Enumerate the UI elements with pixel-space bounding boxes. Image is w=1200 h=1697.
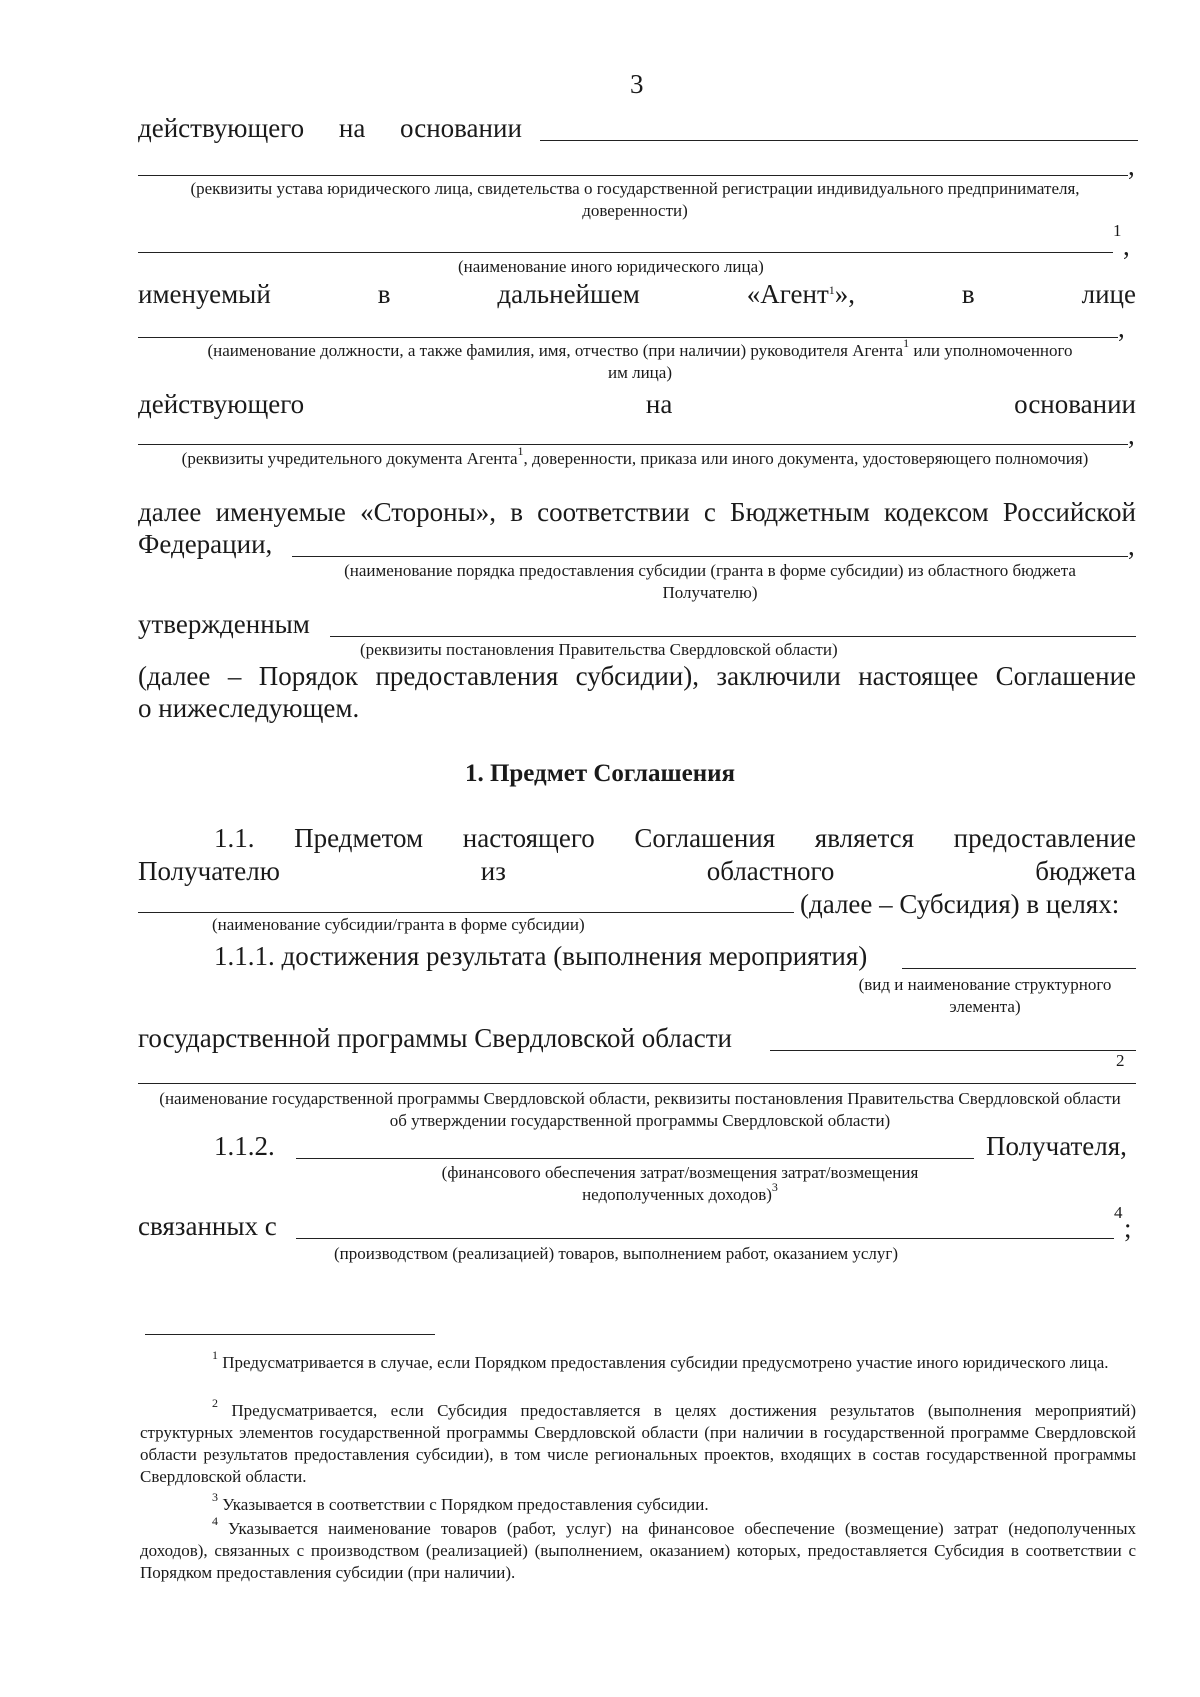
agent-row xyxy=(138,278,1136,310)
federation-text: Федерации, xyxy=(138,529,273,559)
note-head-position xyxy=(200,336,1080,384)
footnote-ref-1: 1 xyxy=(1113,221,1122,240)
comma: , xyxy=(1123,231,1130,261)
item-1-1-word-4: бюджета xyxy=(1035,856,1136,886)
item-1-1-1: 1.1.1. достижения результата (выполнения мероприятия) xyxy=(214,941,868,971)
acting-word-1: действующего xyxy=(138,389,305,419)
item-1-1-word-2: из xyxy=(480,856,506,886)
note-head-a: (наименование должности, а также фамилия, имя, отчество (при наличии) руководителя Агента xyxy=(207,341,904,360)
note-agent-sup: 1 xyxy=(517,444,524,458)
note-agent-b: , доверенности, приказа или иного документа, удостоверяющего полномочия) xyxy=(523,449,1089,468)
note-agent-docs xyxy=(140,444,1130,470)
footnote-2-text: Предусматривается, если Субсидия предоставляется в целях достижения результатов (выполнения мероприятий) структурных элементов государственной программы Свердловской области (при наличии в государственной программе Свердловской области результатов предоставления субсидии), в том числе региональных проектов, входящих в состав государственной программы Свердловской области. xyxy=(140,1401,1136,1486)
blank-line-cost-type xyxy=(296,1158,974,1159)
agent-word-4a: «Агент xyxy=(746,279,829,309)
blank-line-charter xyxy=(138,175,1128,176)
agent-word-4 xyxy=(747,278,855,310)
note-charter-details: (реквизиты устава юридического лица, свидетельства о государственной регистрации индивидуального предпринимателя, доверенности) xyxy=(190,179,1080,220)
blank-line-basis xyxy=(540,140,1138,141)
item-1-1-tail: (далее – Субсидия) в целях: xyxy=(800,889,1120,919)
blank-line-resolution xyxy=(330,636,1136,637)
footnote-4-text: Указывается наименование товаров (работ, услуг) на финансовое обеспечение (возмещение) затрат (недополученных доходов), связанных с производством (реализацией) (выполнением, оказанием) которых, предоставляется Субсидия в соответствии с Порядком предоставления субсидии (при наличии). xyxy=(140,1519,1136,1582)
blank-line-program-2 xyxy=(138,1083,1136,1084)
blank-line-program-1 xyxy=(770,1050,1136,1051)
footnote-2-num: 2 xyxy=(212,1396,218,1410)
note-head-b: или уполномоченного им лица) xyxy=(608,341,1073,382)
page-number: 3 xyxy=(630,69,644,99)
agent-word-3: дальнейшем xyxy=(497,279,640,309)
acting-word-3: основании xyxy=(1014,389,1136,419)
blank-line-other-entity xyxy=(138,252,1113,253)
acting-basis-row xyxy=(138,112,538,144)
approved-text: утвержденным xyxy=(138,609,310,639)
footnote-2 xyxy=(140,1396,1136,1488)
comma: , xyxy=(1128,151,1135,181)
item-1-1-word-3: областного xyxy=(706,856,835,886)
note-cost-type-sup: 3 xyxy=(771,1180,778,1194)
semicolon: ; xyxy=(1124,1213,1132,1243)
footnote-3-text: Указывается в соответствии с Порядком предоставления субсидии. xyxy=(222,1495,709,1514)
footnote-1-text: Предусматривается в случае, если Порядком предоставления субсидии предусмотрено участие иного юридического лица. xyxy=(222,1353,1109,1372)
footnote-3 xyxy=(140,1490,1136,1516)
agent-word-5: в xyxy=(961,279,975,309)
agent-word-1: именуемый xyxy=(138,279,271,309)
note-structural: (вид и наименование структурного элемента) xyxy=(858,975,1112,1016)
section-heading: 1. Предмет Соглашения xyxy=(464,760,736,787)
footnote-1 xyxy=(140,1348,1136,1374)
footnote-1-num: 1 xyxy=(212,1348,218,1362)
footnote-separator xyxy=(145,1334,435,1335)
agent-footnote-ref: 1 xyxy=(828,283,835,297)
parties-line: далее именуемые «Стороны», в соответствии с Бюджетным кодексом Российской xyxy=(138,497,1136,527)
note-program: (наименование государственной программы Свердловской области, реквизиты постановления Правительства Свердловской области об утверждении государственной программы Свердловской области) xyxy=(159,1089,1121,1130)
conclusion-line-2: о нижеследующем. xyxy=(138,693,360,723)
footnote-3-num: 3 xyxy=(212,1490,218,1504)
acting-row xyxy=(138,388,1136,420)
item-1-1-line-1: 1.1. Предметом настоящего Соглашения является предоставление xyxy=(214,823,1136,853)
related-text: связанных с xyxy=(138,1211,277,1241)
blank-line-subsidy-name xyxy=(138,912,794,913)
blank-line-structural xyxy=(902,968,1136,969)
comma: , xyxy=(1128,420,1135,450)
blank-line-goods xyxy=(296,1238,1114,1239)
item-1-1-2-tail: Получателя, xyxy=(986,1131,1127,1161)
footnote-4 xyxy=(140,1514,1136,1584)
note-agent-a: (реквизиты учредительного документа Агента xyxy=(181,449,518,468)
blank-line-procedure xyxy=(292,556,1128,557)
footnote-ref-4: 4 xyxy=(1114,1203,1123,1222)
comma: , xyxy=(1118,313,1125,343)
agent-word-6: лице xyxy=(1081,279,1136,309)
note-other-entity: (наименование иного юридического лица) xyxy=(458,257,764,276)
state-program-text: государственной программы Свердловской области xyxy=(138,1023,732,1053)
note-resolution: (реквизиты постановления Правительства Свердловской области) xyxy=(360,640,838,659)
note-cost-type xyxy=(380,1162,980,1206)
agent-word-4b: », xyxy=(834,279,855,309)
acting-basis-text: действующего на основании xyxy=(138,113,522,143)
footnote-4-num: 4 xyxy=(212,1514,218,1528)
blank-line-agent-docs xyxy=(138,444,1128,445)
note-procedure: (наименование порядка предоставления субсидии (гранта в форме субсидии) из областного бюджета Получателю) xyxy=(344,561,1076,602)
note-goods: (производством (реализацией) товаров, выполнением работ, оказанием услуг) xyxy=(334,1244,899,1263)
item-1-1-2-label: 1.1.2. xyxy=(214,1131,275,1161)
note-subsidy-name: (наименование субсидии/гранта в форме субсидии) xyxy=(212,915,585,934)
comma: , xyxy=(1128,531,1135,561)
acting-word-2: на xyxy=(645,389,673,419)
note-head-sup: 1 xyxy=(903,336,910,350)
conclusion-line-1: (далее – Порядок предоставления субсидии), заключили настоящее Соглашение xyxy=(138,661,1136,691)
agent-word-2: в xyxy=(377,279,391,309)
item-1-1-word-1: Получателю xyxy=(138,856,280,886)
blank-line-head xyxy=(138,337,1118,338)
note-cost-type-text: (финансового обеспечения затрат/возмещения затрат/возмещения недополученных доходов) xyxy=(441,1163,919,1204)
item-1-1-line-2 xyxy=(138,855,1136,887)
footnote-ref-2: 2 xyxy=(1116,1051,1125,1070)
